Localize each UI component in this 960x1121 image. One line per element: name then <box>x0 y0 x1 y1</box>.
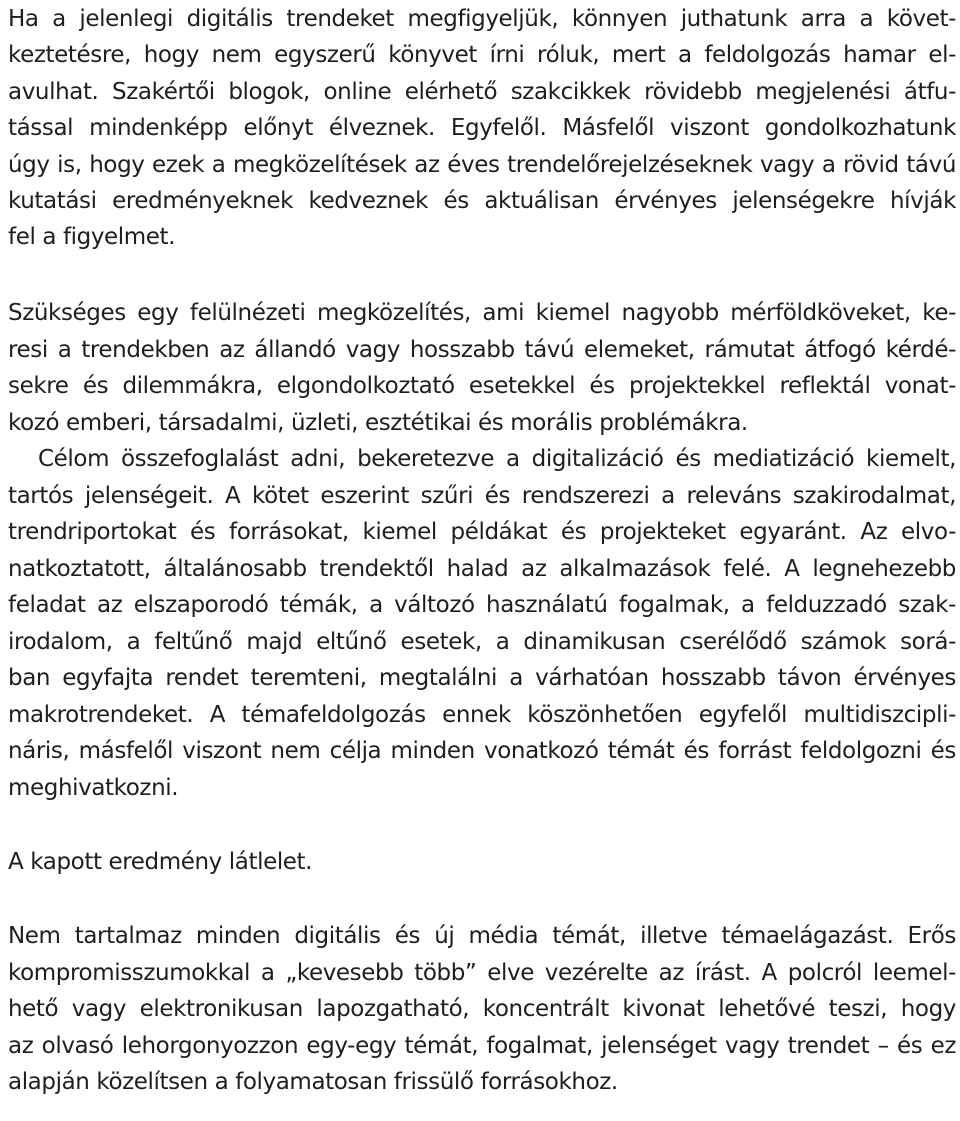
paragraph-5-line-3: hető vagy elektronikusan lapozgatható, koncentrált kivonat lehetővé teszi, hogy <box>8 996 956 1022</box>
paragraph-5-line-2: kompromisszumokkal a „kevesebb több” elve vezérelte az írást. A polcról leemel- <box>8 960 956 986</box>
paragraph-3-line-9: náris, másfelől viszont nem célja minden vonatkozó témát és forrást feldolgozni és <box>8 738 956 764</box>
paragraph-3-line-5: feladat az elszaporodó témák, a változó használatú fogalmak, a felduzzadó szak- <box>8 592 956 618</box>
paragraph-5-line-1: Nem tartalmaz minden digitális és új média témát, illetve témaelágazást. Erős <box>8 923 956 949</box>
paragraph-3-line-4: natkoztatott, általánosabb trendektől halad az alkalmazások felé. A legnehezebb <box>8 556 956 582</box>
paragraph-3-line-6: irodalom, a feltűnő majd eltűnő esetek, a dinamikusan cserélődő számok sorá- <box>8 629 956 655</box>
paragraph-5-line-5: alapján közelítsen a folyamatosan frissülő forrásokhoz. <box>8 1069 618 1095</box>
paragraph-5-line-4: az olvasó lehorgonyozzon egy-egy témát, fogalmat, jelenséget vagy trendet – és ez <box>8 1033 956 1059</box>
paragraph-4-line-1: A kapott eredmény látlelet. <box>8 849 313 875</box>
paragraph-2-line-1: Szükséges egy felülnézeti megközelítés, ami kiemel nagyobb mérföldköveket, ke- <box>8 300 956 326</box>
paragraph-1-line-7: fel a figyelmet. <box>8 224 176 250</box>
paragraph-3-line-10: meghivatkozni. <box>8 775 179 801</box>
paragraph-2-line-3: sekre és dilemmákra, elgondolkoztató esetekkel és projektekkel reflektál vonat- <box>8 373 956 399</box>
paragraph-1-line-5: úgy is, hogy ezek a megközelítések az éves trendelőrejelzéseknek vagy a rövid távú <box>8 152 956 178</box>
paragraph-2-line-2: resi a trendekben az állandó vagy hosszabb távú elemeket, rámutat átfogó kérdé- <box>8 337 956 363</box>
paragraph-1-line-4: tással mindenképp előnyt élveznek. Egyfelől. Másfelől viszont gondolkozhatunk <box>8 115 956 141</box>
paragraph-1-line-2: keztetésre, hogy nem egyszerű könyvet írni róluk, mert a feldolgozás hamar el- <box>8 42 956 68</box>
paragraph-3-line-7: ban egyfajta rendet teremteni, megtalálni a várhatóan hosszabb távon érvényes <box>8 665 956 691</box>
paragraph-3-line-3: trendriportokat és forrásokat, kiemel példákat és projekteket egyaránt. Az elvo- <box>8 519 956 545</box>
paragraph-2-line-4: kozó emberi, társadalmi, üzleti, esztétikai és morális problémákra. <box>8 410 748 436</box>
paragraph-1-line-3: avulhat. Szakértői blogok, online elérhető szakcikkek rövidebb megjelenési átfu- <box>8 79 956 105</box>
paragraph-3-line-8: makrotrendeket. A témafeldolgozás ennek köszönhetően egyfelől multidiszcipli- <box>8 702 956 728</box>
paragraph-1-line-6: kutatási eredményeknek kedveznek és aktuálisan érvényes jelenségekre hívják <box>8 188 956 214</box>
paragraph-3-line-2: tartós jelenségeit. A kötet eszerint szűri és rendszerezi a releváns szakirodalmat, <box>8 483 956 509</box>
paragraph-1-line-1: Ha a jelenlegi digitális trendeket megfigyeljük, könnyen juthatunk arra a követ- <box>8 6 956 32</box>
paragraph-3-line-1: Célom összefoglalást adni, bekeretezve a digitalizáció és mediatizáció kiemelt, <box>38 446 956 472</box>
